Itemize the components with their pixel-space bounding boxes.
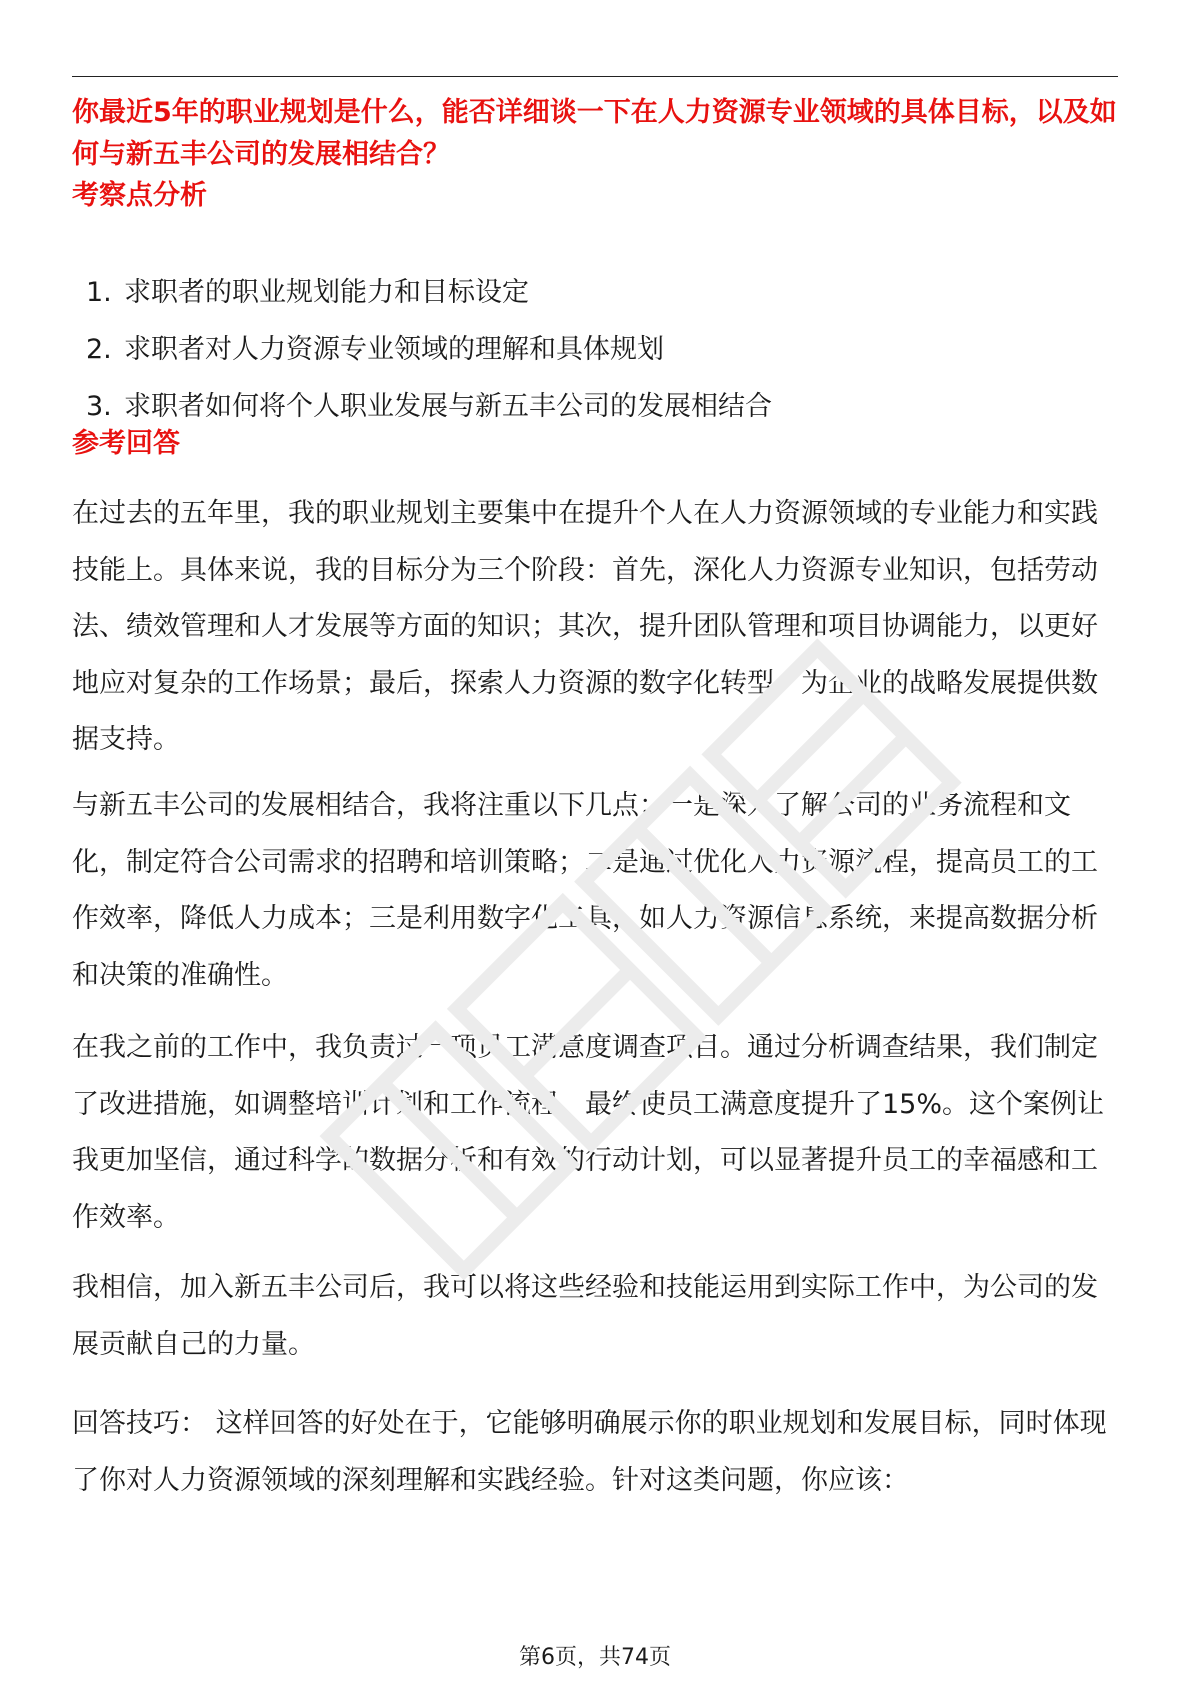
answer-paragraph-1: 在过去的五年里，我的职业规划主要集中在提升个人在人力资源领域的专业能力和实践技能上。具体来说，我的目标分为三个阶段：首先，深化人力资源专业知识，包括劳动法、绩效管理和人才发展等方面的知识；其次，提升团队管理和项目协调能力，以更好地应对复杂的工作场景；最后，探索人力资源的数字化转型，为企业的战略发展提供数据支持。 (72, 498, 1098, 755)
analysis-list (86, 264, 1086, 435)
list-item-number: 2. (86, 334, 112, 365)
list-item (86, 321, 1086, 378)
list-item-text: 求职者对人力资源专业领域的理解和具体规划 (124, 334, 664, 365)
answer-heading: 参考回答 (72, 428, 180, 459)
question-title: 你最近5年的职业规划是什么，能否详细谈一下在人力资源专业领域的具体目标，以及如何与新五丰公司的发展相结合？ (72, 97, 1117, 170)
list-item-text: 求职者如何将个人职业发展与新五丰公司的发展相结合 (124, 391, 772, 422)
answer-tips: 回答技巧： 这样回答的好处在于，它能够明确展示你的职业规划和发展目标，同时体现了你对人力资源领域的深刻理解和实践经验。针对这类问题，你应该： (72, 1408, 1107, 1496)
list-item (86, 264, 1086, 321)
answer-paragraph-3: 在我之前的工作中，我负责过一项员工满意度调查项目。通过分析调查结果，我们制定了改进措施，如调整培训计划和工作流程，最终使员工满意度提升了15%。这个案例让我更加坚信，通过科学的数据分析和有效的行动计划，可以显著提升员工的幸福感和工作效率。 (72, 1032, 1105, 1233)
list-item-text: 求职者的职业规划能力和目标设定 (124, 277, 529, 308)
analysis-heading: 考察点分析 (72, 180, 207, 211)
answer-paragraph-4: 我相信，加入新五丰公司后，我可以将这些经验和技能运用到实际工作中，为公司的发展贡献自己的力量。 (72, 1272, 1098, 1360)
list-item-number: 1. (86, 277, 112, 308)
list-item-number: 3. (86, 391, 112, 422)
page-footer: 第6页，共74页 (519, 1645, 671, 1670)
answer-paragraph-2: 与新五丰公司的发展相结合，我将注重以下几点：一是深入了解公司的业务流程和文化，制定符合公司需求的招聘和培训策略；二是通过优化人力资源流程，提高员工的工作效率，降低人力成本；三是利用数字化工具，如人力资源信息系统，来提高数据分析和决策的准确性。 (72, 790, 1098, 991)
header-rule (72, 76, 1118, 77)
list-item (86, 378, 1086, 435)
